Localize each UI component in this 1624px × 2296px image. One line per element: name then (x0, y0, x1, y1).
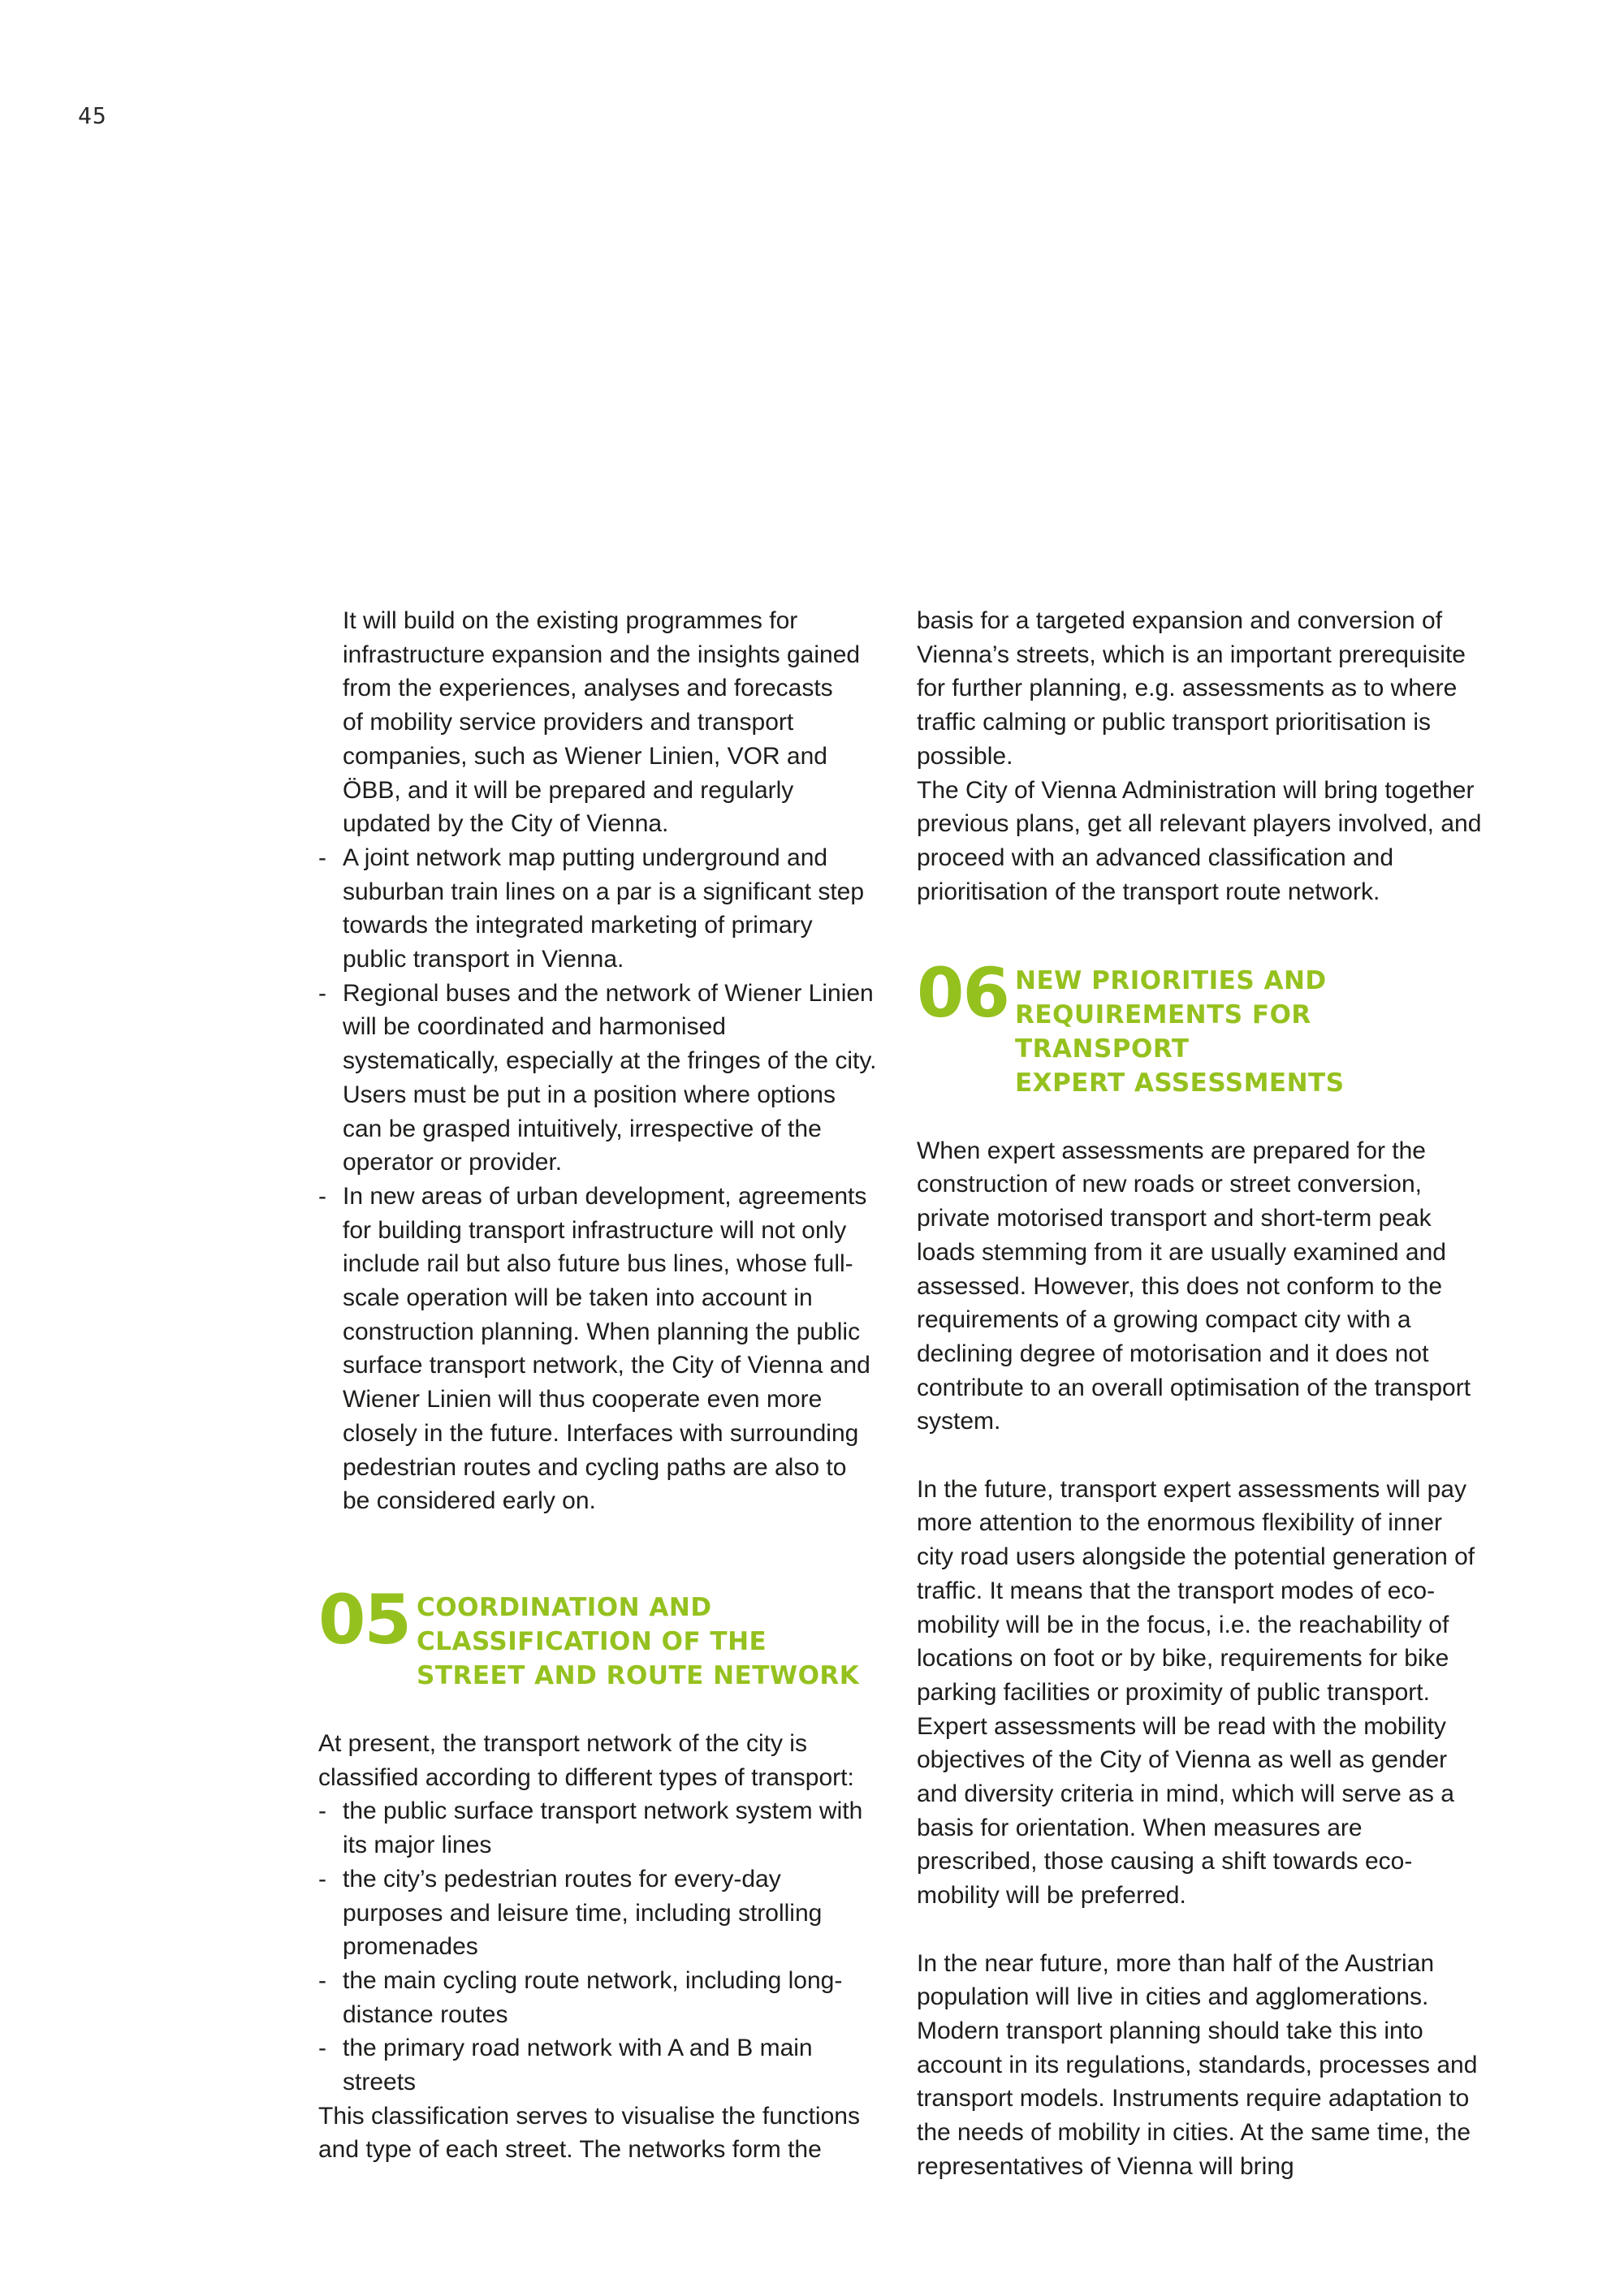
body-paragraph: In the near future, more than half of the Austrian population will live in cities and agglomerations. Modern transport planning should take this into account in its regulations, standards, processes and transport models. Instruments require adaptation to the needs of mobility in cities. At the same time, the representatives of Vienna will bring (917, 1949, 1478, 2180)
section-title (1015, 959, 1485, 1100)
left-column (318, 604, 877, 2167)
intro-paragraph (318, 604, 877, 841)
section-title-line: REQUIREMENTS FOR TRANSPORT (1015, 1000, 1311, 1064)
text-line: of mobility service providers and transport (343, 709, 794, 736)
page-number: 45 (78, 102, 107, 129)
text-line: It will build on the existing programmes for (343, 607, 798, 634)
text-line: updated by the City of Vienna. (343, 810, 669, 838)
list-item: - the city’s pedestrian routes for every-day purposes and leisure time, including strolling promenades (318, 1862, 877, 1964)
right-column (917, 604, 1485, 2183)
section-06-heading (917, 953, 1485, 1100)
body-paragraph: When expert assessments are prepared for the construction of new roads or street conversion, private motorised transport and short-term peak loads stemming from it are usually examined and assessed. However, this does not conform to the requirements of a growing compact city with a declining degree of motorisation and it does not contribute to an overall optimisation of the transport system. (917, 1137, 1471, 1435)
section-title-line: COORDINATION AND (417, 1593, 712, 1623)
list-item: - the main cycling route network, including long-distance routes (318, 1964, 877, 2031)
bullet-list-top (318, 841, 877, 1518)
section-number: 05 (318, 1580, 410, 1660)
section-title-line: CLASSIFICATION OF THE (417, 1627, 767, 1657)
bullet-list-05 (318, 1794, 877, 2099)
section-title (417, 1586, 877, 1693)
list-item: - Regional buses and the network of Wiener Linien will be coordinated and harmonised systematically, especially at the fringes of the city. Users must be put in a position where options can be grasped intuitively, irrespective of the operator or provider. (318, 977, 877, 1180)
section-05-intro: At present, the transport network of the city is classified according to different types of transport: (318, 1730, 854, 1791)
text-line: companies, such as Wiener Linien, VOR and (343, 742, 827, 770)
text-line: from the experiences, analyses and forecasts (343, 675, 833, 702)
section-05-outro: This classification serves to visualise the functions and type of each street. The networks form the (318, 2102, 860, 2164)
list-item: - A joint network map putting underground and suburban train lines on a par is a significant step towards the integrated marketing of primary public transport in Vienna. (318, 841, 877, 977)
body-paragraph: In the future, transport expert assessments will pay more attention to the enormous flexibility of inner city road users alongside the potential generation of traffic. It means that the transport modes of eco-mobility will be in the focus, i.e. the reachability of locations on foot or by bike, requirements for bike parking facilities or proximity of public transport. Expert assessments will be read with the mobility objectives of the City of Vienna as well as gender and diversity criteria in mind, which will serve as a basis for orientation. When measures are prescribed, those causing a shift towards eco-mobility will be preferred. (917, 1475, 1475, 1910)
list-item: - In new areas of urban development, agreements for building transport infrastructure will not only include rail but also future bus lines, whose full-scale operation will be taken into account in construction planning. When planning the public surface transport network, the City of Vienna and Wiener Linien will thus cooperate even more closely in the future. Interfaces with surrounding pedestrian routes and cycling paths are also to be considered early on. (318, 1180, 877, 1518)
text-line: infrastructure expansion and the insights gained (343, 641, 861, 668)
section-title-line: NEW PRIORITIES AND (1015, 966, 1327, 996)
section-title-line: STREET AND ROUTE NETWORK (417, 1661, 860, 1691)
section-title-line: EXPERT ASSESSMENTS (1015, 1068, 1345, 1098)
admin-paragraph: The City of Vienna Administration will bring together previous plans, get all relevant players involved, and proceed with an advanced classification and prioritisation of the transport route network. (917, 776, 1482, 905)
text-line: ÖBB, and it will be prepared and regularly (343, 776, 794, 804)
section-number: 06 (917, 953, 1009, 1034)
list-item: - the primary road network with A and B main streets (318, 2031, 877, 2099)
list-item: - the public surface transport network system with its major lines (318, 1794, 877, 1862)
continuation-paragraph: basis for a targeted expansion and conversion of Vienna’s streets, which is an important prerequisite for further planning, e.g. assessments as to where traffic calming or public transport prioritisation is possible. (917, 607, 1466, 770)
section-05-heading (318, 1580, 877, 1693)
